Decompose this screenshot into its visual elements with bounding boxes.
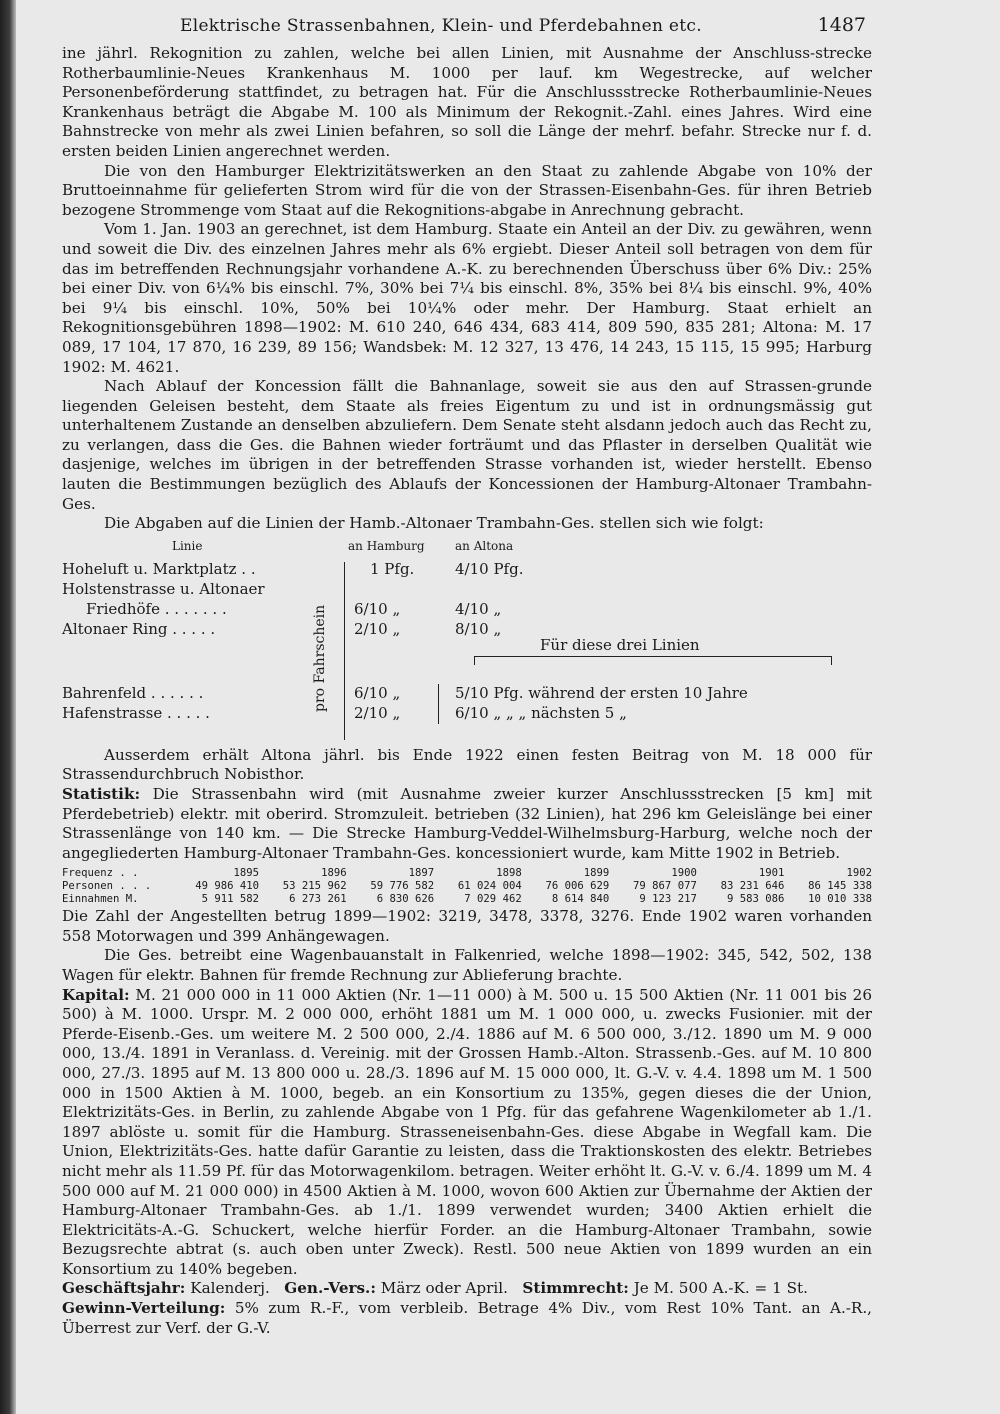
einnahmen-1900: 9 123 217	[639, 892, 697, 905]
paragraph-dividend-share: Vom 1. Jan. 1903 an gerechnet, ist dem Hamburg. Staate ein Anteil an der Div. zu gewähren, wenn und soweit die Div. des einzelnen Jahres mehr als 6% ergiebt. Dieser Anteil soll betragen von dem für das im betreffenden Rechnungsjahr vorhandene A.-K. zu berechnenden Überschuss über 6% Div.: 25% bei einer Div. von 6¼% bis einschl. 7%, 30% bei 7¼ bis einschl. 8%, 35% bei 8¼ bis einschl. 9%, 40% bei 9¼ bis einschl. 10%, 50% bei 10¼% oder mehr. Der Hamburg. Staat erhielt an Rekognitionsgebühren 1898—1902: M. 610 240, 646 434, 683 414, 809 590, 835 281; Altona: M. 17 089, 17 104, 17 870, 16 239, 89 156; Wandsbek: M. 12 327, 13 476, 14 243, 15 115, 15 995; Harburg 1902: M. 4621.	[62, 220, 872, 376]
einnahmen-1896: 6 273 261	[289, 892, 347, 905]
levy-row-4-altona: 8/10 „	[455, 619, 502, 638]
personen-label: Personen . . .	[62, 880, 152, 892]
personen-1900: 79 867 077	[633, 880, 697, 892]
paragraph-elektrizitaetswerke: Die von den Hamburger Elektrizitätswerken an den Staat zu zahlende Abgabe von 10% der Bruttoeinnahme für gelieferten Strom wird für die von der Strassen-Eisenbahn-Ges. für ihren Betrieb bezogene Strommenge vom Staat auf die Rekognitions-abgabe in Anrechnung gebracht.	[62, 161, 872, 219]
levy-row-3-altona: 4/10 „	[455, 599, 502, 618]
paragraph-koncession-ablauf: Nach Ablauf der Koncession fällt die Bahnanlage, soweit sie aus den auf Strassen-grunde liegenden Geleisen besteht, dem Staate als freies Eigentum zu und ist in ordnungsmässig gut unterhaltenem Zustande an denselben abzuliefern. Dem Senate steht alsdann jedoch auch das Recht zu, zu verlangen, dass die Ges. die Bahnen wieder forträumt und das Pflaster in derselben Qualität wie dasjenige, welches im übrigen in der betreffenden Strasse vorhanden ist, wieder herstellt. Ebenso lauten die Bestimmungen bezüglich des Ablaufs der Koncessionen der Hamburg-Altonaer Trambahn-Ges.	[62, 377, 872, 513]
levy-row-5-line: Bahrenfeld . . . . . .	[62, 683, 204, 702]
levy-row-6-hamburg: 2/10 „	[354, 703, 401, 722]
geschaeftsjahr-value: Kalenderj.	[190, 1279, 270, 1298]
personen-1896: 53 215 962	[282, 880, 347, 892]
stimmrecht-value: Je M. 500 A.-K. = 1 St.	[633, 1279, 808, 1298]
levy-brace-right	[438, 684, 439, 724]
table-row-einnahmen	[62, 893, 872, 906]
levy-col-altona: an Altona	[455, 538, 514, 553]
levy-row-3-hamburg: 6/10 „	[354, 599, 401, 618]
levy-brace-left	[344, 562, 345, 740]
paragraph-gewinn-verteilung	[62, 1299, 872, 1338]
levy-col-hamburg: an Hamburg	[348, 538, 425, 553]
paragraph-rekognition: ine jährl. Rekognition zu zahlen, welche bei allen Linien, mit Ausnahme der Anschluss-strecke Rotherbaumlinie-Neues Krankenhaus M. 1000 per lauf. km Wegestrecke, auf welcher Personenbeförderung stattfindet, zu betragen hat. Für die Anschlussstrecke Rotherbaumlinie-Neues Krankenhaus beträgt die Abgabe M. 100 als Minimum der Rekognit.-Zahl. eines Jahres. Wird eine Bahnstrecke von mehr als zwei Linien befahren, so soll die Länge der mehrf. befahr. Strecke nur f. d. ersten beiden Linien angerechnet werden.	[62, 44, 872, 160]
frequency-label: Frequenz . .	[62, 867, 139, 880]
gen-vers-label: Gen.-Vers.:	[284, 1279, 376, 1298]
levy-row-1-hamburg: 1 Pfg.	[370, 559, 415, 578]
running-head-title: Elektrische Strassenbahnen, Klein- und Pferdebahnen etc.	[180, 16, 702, 36]
levy-row-5-hamburg: 6/10 „	[354, 683, 401, 702]
levy-row-6-altona: 6/10 „ „ „ nächsten 5 „	[455, 703, 627, 722]
paragraph-statistik	[62, 785, 872, 863]
page-number: 1487	[817, 14, 866, 36]
einnahmen-1898: 7 029 462	[464, 892, 522, 905]
personen-1897: 59 776 582	[370, 880, 435, 892]
levy-row-2-line: Holstenstrasse u. Altonaer	[62, 579, 265, 598]
paragraph-altona-beitrag: Ausserdem erhält Altona jährl. bis Ende 1922 einen festen Beitrag von M. 18 000 für Strassendurchbruch Nobisthor.	[62, 745, 872, 784]
frequency-header-row	[62, 867, 872, 880]
gewinn-verteilung-label: Gewinn-Verteilung:	[62, 1299, 226, 1318]
einnahmen-label: Einnahmen M.	[62, 892, 139, 905]
geschaeftsjahr-label: Geschäftsjahr:	[62, 1279, 186, 1298]
gewinn-verteilung-value: 5% zum R.-F., vom verbleib. Betrage 4% Div., vom Rest 10% Tant. an A.-R., Überrest zur Verf. der G.-V.	[62, 1299, 873, 1337]
einnahmen-1897: 6 830 626	[376, 892, 435, 905]
statistik-label: Statistik:	[62, 785, 141, 804]
year-1895: 1895	[233, 867, 260, 880]
levy-table	[62, 556, 872, 746]
einnahmen-1901: 9 583 086	[726, 892, 785, 905]
personen-1901: 83 231 646	[720, 880, 785, 892]
year-1897: 1897	[408, 867, 435, 880]
document-page	[62, 10, 872, 1338]
year-1896: 1896	[321, 867, 347, 880]
levy-row-4-hamburg: 2/10 „	[354, 619, 401, 638]
levy-col-line: Linie	[172, 538, 203, 553]
kapital-text: M. 21 000 000 in 11 000 Aktien (Nr. 1—11 000) à M. 500 u. 15 500 Aktien (Nr. 11 001 bis 26 500) à M. 1000. Urspr. M. 2 000 000, erhöht 1881 um M. 1 000 000, u. zwecks Fusionier. mit der Pferde-Eisenb.-Ges. um weitere M. 2 500 000, 2./4. 1886 auf M. 6 500 000, 3./12. 1890 um M. 9 000 000, 13./4. 1891 in Veranlass. d. Vereinig. mit der Grossen Hamb.-Alton. Strassenb.-Ges. auf M. 10 800 000, 27./3. 1895 auf M. 13 800 000 u. 28./3. 1896 auf M. 15 000 000, lt. G.-V. v. 4.4. 1898 um M. 1 500 000 in 1500 Aktien à M. 1000, begeb. an ein Konsortium zu 135%, gegen dieses die der Union, Elektrizitäts-Ges. in Berlin, zu zahlende Abgabe von 1 Pfg. für das gefahrene Wagenkilometer ab 1./1. 1897 ablöste u. somit für die Hamburg. Strasseneisenbahn-Ges. diese Abgabe in Wegfall kam. Die Union, Elektrizitäts-Ges. hatte dafür Garantie zu leisten, dass die Traktionskosten des elektr. Betriebes nicht mehr als 11.59 Pf. für das Motorwagenkilom. betragen. Weiter erhöht lt. G.-V. v. 6./4. 1899 um M. 4 500 000 auf M. 21 000 000) in 4500 Aktien à M. 1000, wovon 600 Aktien zur Übernahme der Aktien der Hamburg-Altonaer Trambahn-Ges. ab 1./1. 1899 verwendet wurden; 3400 Aktien erhielt die Elektricitäts-A.-G. Schuckert, welche hierfür Forder. an die Hamburg-Altonaer Trambahn, sowie Bezugsrechte abtrat (s. auch oben unter Zweck). Restl. 500 neue Aktien von 1899 wurden an ein Konsortium zu 140% begeben.	[62, 985, 872, 1278]
paragraph-geschaeftsjahr	[62, 1279, 872, 1299]
paragraph-kapital	[62, 986, 872, 1280]
levy-row-3-line: Friedhöfe . . . . . . .	[86, 599, 227, 618]
einnahmen-1899: 8 614 840	[551, 892, 610, 905]
levy-row-5-altona: 5/10 Pfg. während der ersten 10 Jahre	[455, 683, 748, 702]
einnahmen-1895: 5 911 582	[201, 892, 260, 905]
year-1902: 1902	[846, 867, 872, 880]
personen-1895: 49 986 410	[195, 880, 260, 892]
levy-group-note: Für diese drei Linien	[540, 635, 700, 654]
year-1898: 1898	[496, 867, 522, 880]
year-1901: 1901	[758, 867, 785, 880]
statistik-text: Die Strassenbahn wird (mit Ausnahme zweier kurzer Anschlussstrecken [5 km] mit Pferdebetrieb) elektr. mit oberird. Stromzuleit. betrieben (32 Linien), hat 296 km Geleislänge bei einer Strassenlänge von 140 km. — Die Strecke Hamburg-Veddel-Wilhelmsburg-Harburg, welche noch der angegliederten Hamburg-Altonaer Trambahn-Ges. koncessioniert wurde, kam Mitte 1902 in Betrieb.	[62, 785, 872, 862]
personen-1902: 86 145 338	[808, 880, 872, 892]
frequency-table	[62, 867, 872, 905]
table-row-personen	[62, 880, 872, 893]
levy-table-header	[62, 536, 872, 556]
stimmrecht-label: Stimmrecht:	[522, 1279, 629, 1298]
year-1899: 1899	[583, 867, 610, 880]
paragraph-angestellte: Die Zahl der Angestellten betrug 1899—1902: 3219, 3478, 3378, 3276. Ende 1902 waren vorhanden 558 Motorwagen und 399 Anhängewagen.	[62, 907, 872, 945]
scan-binding-edge	[0, 0, 16, 1414]
einnahmen-1902: 10 010 338	[808, 892, 872, 905]
levy-row-1-altona: 4/10 Pfg.	[455, 559, 524, 578]
levy-row-1-line: Hoheluft u. Marktplatz . .	[62, 559, 256, 578]
personen-1899: 76 006 629	[545, 880, 610, 892]
gen-vers-value: März oder April.	[380, 1279, 508, 1298]
running-head	[62, 10, 872, 44]
levy-row-6-line: Hafenstrasse . . . . .	[62, 703, 210, 722]
levy-row-4-line: Altonaer Ring . . . . .	[62, 619, 216, 638]
paragraph-wagenbauanstalt: Die Ges. betreibt eine Wagenbauanstalt in Falkenried, welche 1898—1902: 345, 542, 502, 138 Wagen für elektr. Bahnen für fremde Rechnung zur Ablieferung brachte.	[62, 946, 872, 984]
personen-1898: 61 024 004	[457, 880, 522, 892]
kapital-label: Kapital:	[62, 985, 130, 1004]
paragraph-abgaben-intro: Die Abgaben auf die Linien der Hamb.-Altonaer Trambahn-Ges. stellen sich wie folgt:	[104, 514, 764, 533]
levy-group-overline	[474, 656, 832, 665]
levy-vertical-label: pro Fahrschein	[312, 604, 328, 712]
year-1900: 1900	[671, 867, 697, 880]
